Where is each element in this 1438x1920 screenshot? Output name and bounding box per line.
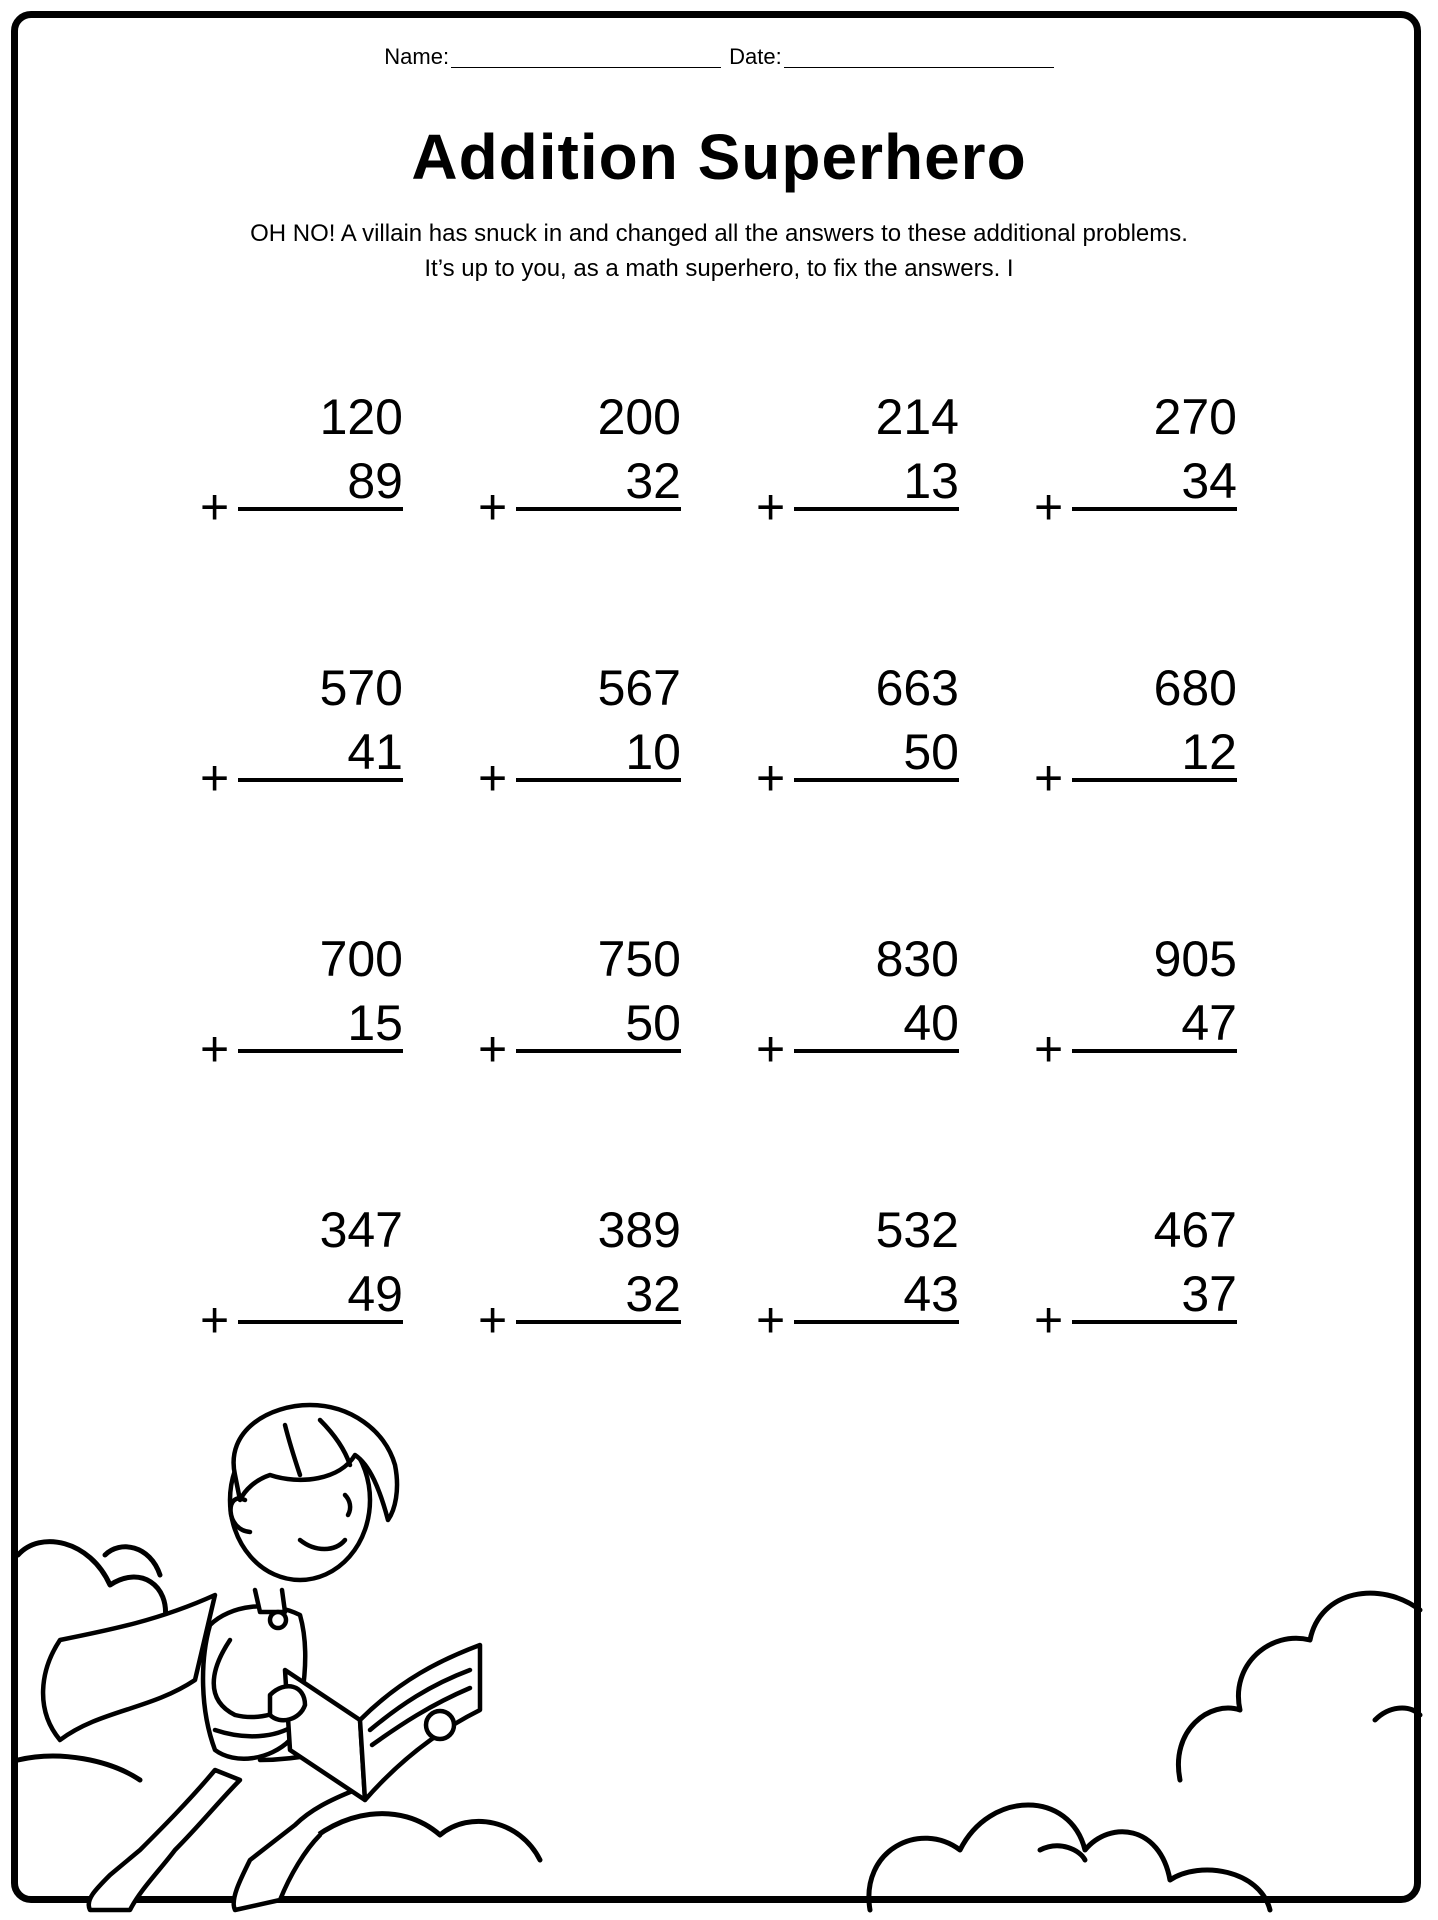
neck [255,1590,285,1612]
problem [1029,651,1277,815]
addend-top: 663 [875,660,959,716]
plus-sign: + [200,1021,230,1077]
addend-top: 200 [597,389,681,445]
hand [426,1711,454,1739]
answer-line[interactable] [516,778,681,782]
cape-clasp [270,1612,286,1628]
problem [473,1193,721,1357]
date-label: Date: [729,44,782,69]
problem [473,651,721,815]
answer-line[interactable] [516,507,681,511]
answer-line[interactable] [794,1049,959,1053]
plus-sign: + [756,479,786,535]
problem-grid [195,380,1255,1357]
addend-bottom: 47 [1181,995,1237,1051]
leg-back [89,1770,240,1910]
problem [195,380,443,544]
instructions [0,216,1438,286]
answer-line[interactable] [238,778,403,782]
instructions-line-2: It’s up to you, as a math superhero, to fix the answers. I [424,255,1014,282]
superhero-boy [43,1405,480,1910]
addend-top: 389 [597,1202,681,1258]
addend-top: 700 [319,931,403,987]
answer-line[interactable] [794,507,959,511]
addend-bottom: 34 [1181,453,1237,509]
addend-bottom: 37 [1181,1266,1237,1322]
page-title: Addition Superhero [411,121,1027,193]
addend-bottom: 12 [1181,724,1237,780]
answer-line[interactable] [794,1320,959,1324]
plus-sign: + [478,479,508,535]
answer-line[interactable] [516,1049,681,1053]
addend-bottom: 15 [347,995,403,1051]
plus-sign: + [200,479,230,535]
cape [43,1595,215,1740]
addend-bottom: 89 [347,453,403,509]
addend-top: 214 [875,389,959,445]
problem [751,380,999,544]
addend-top: 270 [1153,389,1237,445]
problem [751,1193,999,1357]
problem [751,922,999,1086]
cloud-left-inner [105,1547,160,1575]
answer-line[interactable] [238,507,403,511]
problem [195,922,443,1086]
addend-bottom: 40 [903,995,959,1051]
problem [195,1193,443,1357]
superhero-illustration [0,1380,1438,1920]
addend-top: 347 [319,1202,403,1258]
addend-top: 750 [597,931,681,987]
problem [751,651,999,815]
addend-top: 680 [1153,660,1237,716]
addend-bottom: 32 [625,453,681,509]
answer-line[interactable] [1072,778,1237,782]
header-fields [0,46,1438,68]
plus-sign: + [478,750,508,806]
instructions-line-1: OH NO! A villain has snuck in and changed all the answers to these additional problems. [250,220,1188,247]
addend-bottom: 50 [625,995,681,1051]
cloud-bottom-right [869,1805,1270,1910]
problem [1029,380,1277,544]
answer-line[interactable] [1072,1049,1237,1053]
answer-line[interactable] [516,1320,681,1324]
plus-sign: + [1034,1021,1064,1077]
addend-bottom: 41 [347,724,403,780]
plus-sign: + [478,1292,508,1348]
problem [1029,922,1277,1086]
addend-bottom: 10 [625,724,681,780]
addend-top: 120 [319,389,403,445]
problem [195,651,443,815]
hand-front [270,1686,305,1720]
addend-bottom: 32 [625,1266,681,1322]
answer-line[interactable] [238,1320,403,1324]
addend-top: 905 [1153,931,1237,987]
answer-line[interactable] [1072,1320,1237,1324]
name-label: Name: [384,44,450,69]
plus-sign: + [1034,479,1064,535]
addend-top: 830 [875,931,959,987]
plus-sign: + [200,1292,230,1348]
addend-top: 467 [1153,1202,1237,1258]
addend-top: 567 [597,660,681,716]
addend-bottom: 50 [903,724,959,780]
plus-sign: + [478,1021,508,1077]
problem [473,380,721,544]
cloud-right-small [1375,1708,1420,1720]
answer-line[interactable] [794,778,959,782]
cloud-bottom-right-inner [1040,1846,1085,1860]
addend-bottom: 49 [347,1266,403,1322]
plus-sign: + [1034,1292,1064,1348]
plus-sign: + [1034,750,1064,806]
plus-sign: + [756,1292,786,1348]
plus-sign: + [756,1021,786,1077]
answer-line[interactable] [1072,507,1237,511]
cloud-right-large [1178,1593,1420,1780]
addend-bottom: 43 [903,1266,959,1322]
name-field[interactable] [451,49,721,68]
problem [1029,1193,1277,1357]
plus-sign: + [756,750,786,806]
addend-bottom: 13 [903,453,959,509]
addend-top: 570 [319,660,403,716]
problem [473,922,721,1086]
date-field[interactable] [784,49,1054,68]
plus-sign: + [200,750,230,806]
addend-top: 532 [875,1202,959,1258]
answer-line[interactable] [238,1049,403,1053]
